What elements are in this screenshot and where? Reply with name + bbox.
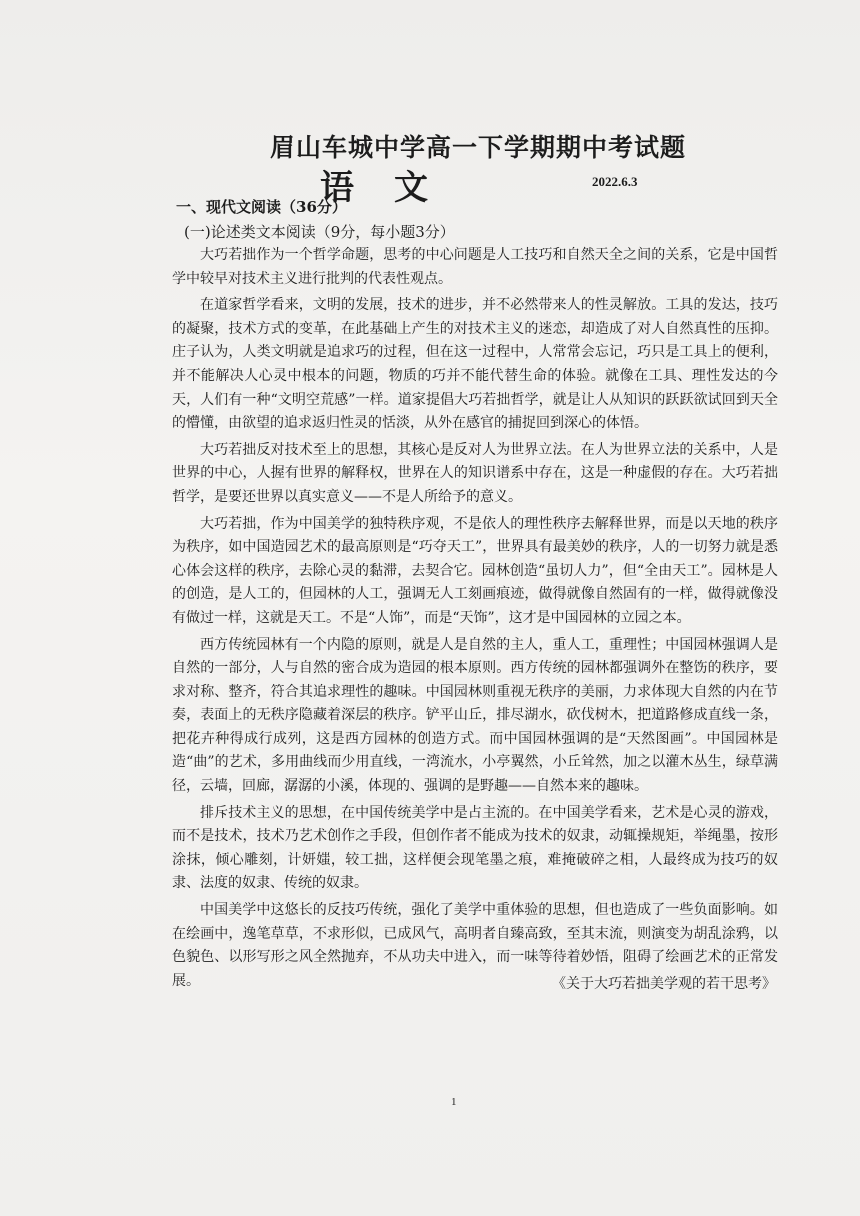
exam-title: 眉山车城中学高一下学期期中考试题: [270, 133, 687, 162]
paragraph: 在道家哲学看来，文明的发展，技术的进步，并不必然带来人的性灵解放。工具的发达，技巧的凝聚，技术方式的变革，在此基础上产生的对技术主义的迷恋，却造成了对人自然真性的压抑。庄子认为，人类文明就是追求巧的过程，但在这一过程中，人常常会忘记，巧只是工具上的便利，并不能解决人心灵中根本的问题，物质的巧并不能代替生命的体验。就像在工具、理性发达的今天，人们有一种“文明空荒感”一样。道家提倡大巧若拙哲学，就是让人从知识的跃跃欲试回到天全的懵懂，由欲望的追求返归性灵的恬淡，从外在感官的捕捉回到深心的体悟。: [172, 297, 778, 432]
paragraph: 大巧若拙作为一个哲学命题，思考的中心问题是人工技巧和自然天全之间的关系，它是中国哲学中较早对技术主义进行批判的代表性观点。: [172, 247, 778, 287]
reading-passage: [172, 244, 778, 1000]
subject-title: 语文: [320, 168, 468, 208]
paragraph: 西方传统园林有一个内隐的原则，就是人是自然的主人，重人工，重理性；中国园林强调人是自然的一部分，人与自然的密合成为造园的根本原则。西方传统的园林都强调外在整饬的秩序，要求对称、整齐，符合其追求理性的趣味。中国园林则重视无秩序的美丽，力求体现大自然的内在节奏，表面上的无秩序隐藏着深层的秩序。铲平山丘，排尽湖水，砍伐树木，把道路修成直线一条，把花卉种得成行成列，这是西方园林的创造方式。而中国园林强调的是“天然图画”。中国园林是造“曲”的艺术，多用曲线而少用直线，一湾流水，小亭翼然，小丘耸然，加之以灌木丛生，绿草满径，云墙，回廊，潺潺的小溪，体现的、强调的是野趣——自然本来的趣味。: [172, 636, 778, 795]
paragraph: 大巧若拙，作为中国美学的独特秩序观，不是依人的理性秩序去解释世界，而是以天地的秩序为秩序，如中国造园艺术的最高原则是“巧夺天工”，世界具有最美妙的秩序，人的一切努力就是悉心体会这样的秩序，去除心灵的黏滞，去契合它。园林创造“虽切人力”，但“全由天工”。园林是人的创造，是人工的，但园林的人工，强调无人工刻画痕迹，做得就像自然固有的一样，做得就像没有做过一样，这就是天工。不是“人饰”，而是“天饰”，这才是中国园林的立园之本。: [172, 515, 778, 626]
paragraph: 排斥技术主义的思想，在中国传统美学中是占主流的。在中国美学看来，艺术是心灵的游戏，而不是技术，技术乃艺术创作之手段，但创作者不能成为技术的奴隶，动辄操规矩，举绳墨，按形涂抹，倾心雕刻，计妍媸，较工拙，这样便会现笔墨之痕，难掩破碎之相，人最终成为技巧的奴隶、法度的奴隶、传统的奴隶。: [172, 804, 778, 892]
paragraph: 大巧若拙反对技术至上的思想，其核心是反对人为世界立法。在人为世界立法的关系中，人是世界的中心，人握有世界的解释权，世界在人的知识谱系中存在，这是一种虚假的存在。大巧若拙哲学，是要还世界以真实意义——不是人所给予的意义。: [172, 441, 778, 505]
subsection-heading: (一)论述类文本阅读（9分，每小题3分）: [184, 223, 455, 241]
paragraph: 中国美学中这悠长的反技巧传统，强化了美学中重体验的思想，但也造成了一些负面影响。如在绘画中，逸笔草草，不求形似，已成风气，高明者自臻高致，至其末流，则演变为胡乱涂鸦，以色貌色、以形写形之风全然抛弃，不从功夫中进入，而一味等待着妙悟，阻碍了绘画艺术的正常发展。: [172, 902, 778, 989]
section-heading: 一、现代文阅读（36分）: [176, 198, 347, 216]
exam-date: 2022.6.3: [592, 174, 638, 189]
source-citation: 《关于大巧若拙美学观的若干思考》: [552, 976, 776, 993]
page-number: 1: [451, 1096, 457, 1108]
